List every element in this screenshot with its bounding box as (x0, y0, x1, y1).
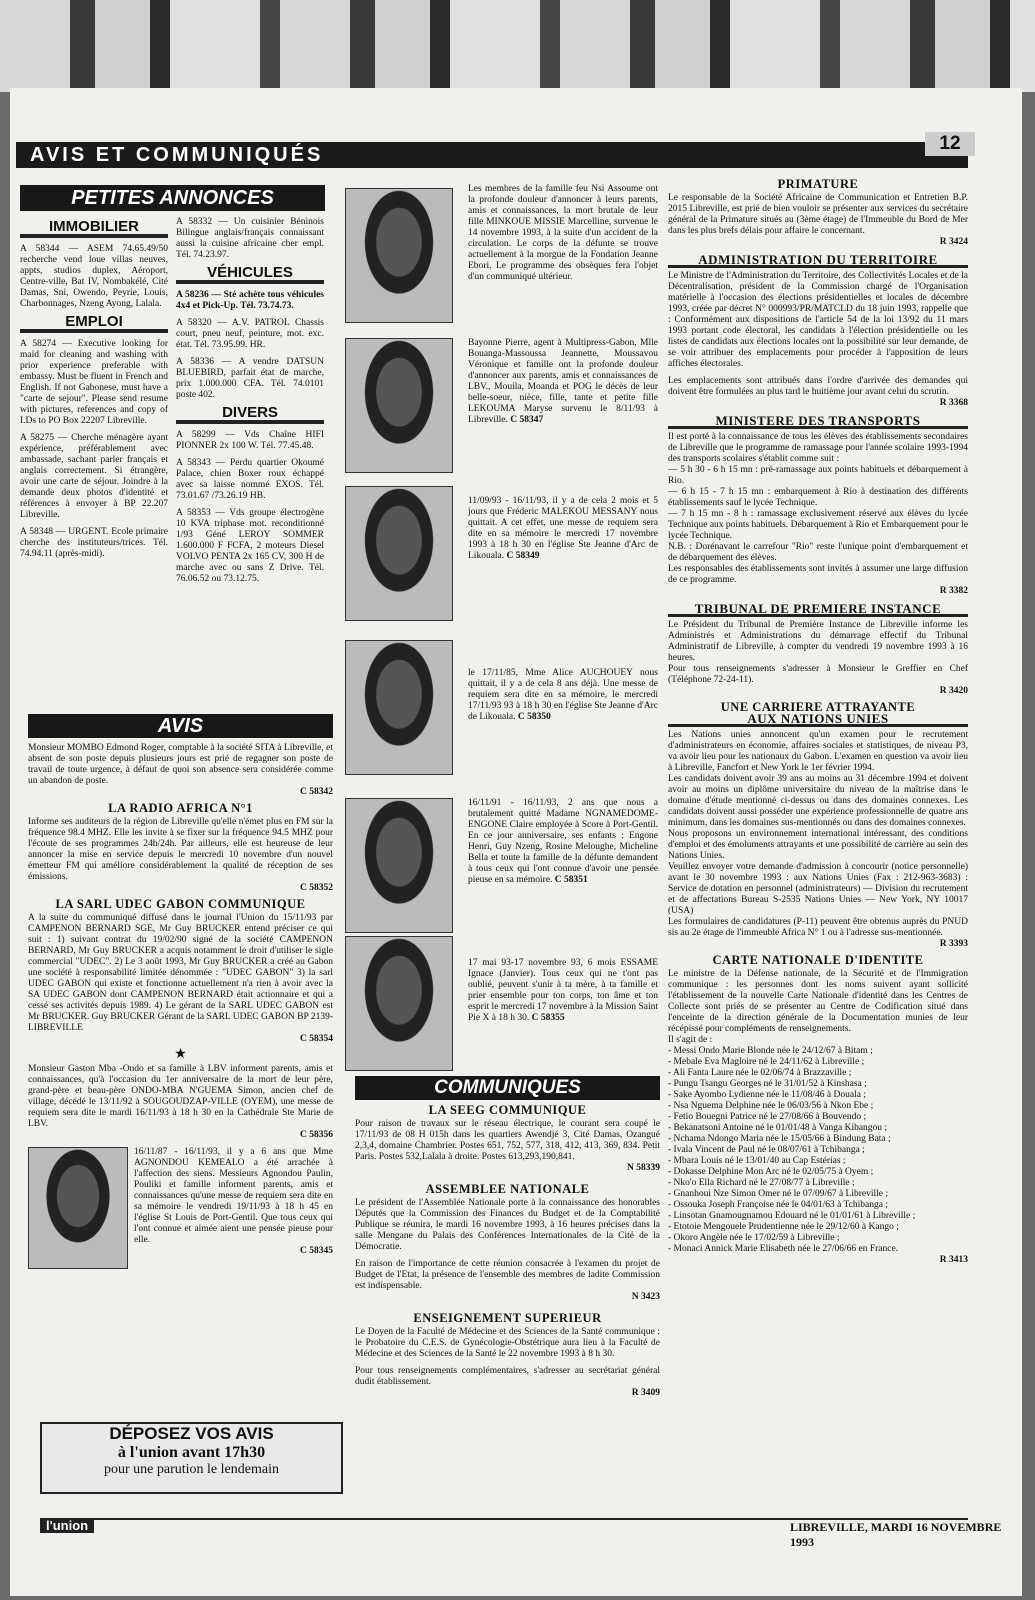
radio-title: LA RADIO AFRICA N°1 (108, 801, 253, 815)
assemblee-title: ASSEMBLEE NATIONALE (425, 1182, 590, 1196)
ad-item: A 58348 — URGENT. Ecole primaire cherche des instituteurs/trices. Tél. 74.94.11 (après-midi). (20, 527, 168, 559)
obituary-text: Bayonne Pierre, agent à Multipress-Gabon, Mlle Bouanga-Massoussa Jeannette, Moussavou Véronique et famille ont la profonde douleur d'annoncer aux parents, amis et connaissances de LBV., Mouila, Moanda et POG le décès de leur belle-soeur, nièce, fille, tante et petite fille LEKOUMA Maryse survenu le 8/11/93 à Libreville. (468, 338, 658, 425)
page-number: 12 (925, 132, 975, 156)
pa-col-a (20, 217, 168, 591)
obituary (468, 496, 658, 562)
ref-code: C 58347 (510, 415, 544, 425)
name-list-item: - Gnanhoui Nze Simon Omer né le 07/09/67 à Libreville ; (668, 1189, 889, 1199)
name-list-item: - Bekanatsoni Antoine né le 01/01/48 à Vanga Kibangou ; (668, 1123, 888, 1133)
nations-unies-text: Les Nations unies annoncent qu'un examen pour le recrutement d'administrateurs en économie, affaires sociales et statistiques, de niveau P3, va avoir lieu pour les nationaux du Gabon. L'examen en question va avoir lieu à Libreville, Fancfort et New York le 1er février 1994. (668, 730, 968, 773)
section-header: AVIS ET COMMUNIQUÉS (16, 142, 968, 168)
pa-col-b (176, 217, 324, 591)
ref-code: C 58355 (531, 1013, 565, 1023)
obituary (468, 668, 658, 723)
immobilier-heading: IMMOBILIER (20, 221, 168, 238)
enseignement-title: ENSEIGNEMENT SUPERIEUR (413, 1311, 602, 1325)
transports-text: N.B. : Dorénavant le carrefour "Rio" reste l'unique point d'embarquement et de débarquement des élèves. (668, 542, 968, 563)
enseignement-text: Pour tous renseignements complémentaires, s'adresser au secrétariat général dudit établissement. (355, 1366, 660, 1387)
obituary (468, 958, 658, 1024)
transports-text: — 6 h 15 - 7 h 15 mn : embarquement à Rio à destination des différents établissements sauf le lycée Technique. (668, 487, 968, 508)
sarl-text: A la suite du communiqué diffusé dans le journal l'Union du 15/11/93 par CAMPENON BERNARD SGE, Mr Guy BRUCKER entend préciser ce qui suit : 1) suivant contrat du 19/02/90 signé de la société CAMPENON BERNARD, Mr Guy BRUCKER a acquis notamment le droit d'utiliser le sigle commercial "UDEC". 2) Le 3 août 1993, Mr Guy BRUCKER a créé au Gabon une société à responsabilité limitée dénommée : "UDEC GABON" 3) la sarl UDEC GABON qui existe et fonctionne actuellement n'a rien à avoir avec la SA UDEC GABON dont CAMPENON BERNARD était actionnaire et qui a cessé ses activités depuis 1989. 4) Le gérant de la SARL UDEC GABON est Mr BRUCKER. Guy BRUCKER Gérant de la SARL UDEC GABON BP 2139- LIBREVILLE (28, 913, 333, 1033)
obituary-text: 11/09/93 - 16/11/93, il y a de cela 2 mois et 5 jours que Fréderic MALEKOU MESSANY nous quittait. A cet effet, une messe de requiem sera dite en sa mémoire le mercredi 17 novembre 1993 à 18 h 30 en l'église Ste Jeanne d'Arc de Likouala. (468, 496, 658, 561)
nations-unies-subtitle: AUX NATIONS UNIES (668, 713, 968, 727)
name-list-item: - Etotoie Mengouele Prudentienne née le 29/12/60 à Kango ; (668, 1222, 899, 1232)
cni-text: Il s'agit de : (668, 1035, 713, 1045)
right-column (668, 174, 968, 1266)
ref-code: R 3413 (939, 1255, 968, 1265)
avis-title: AVIS (28, 714, 333, 738)
assemblee-text: En raison de l'importance de cette réunion consacrée à l'examen du projet de Budget de l'Etat, la présence de l'ensemble des membres de ladite Commission est indispensable. (355, 1259, 660, 1291)
obituary (468, 798, 658, 886)
name-list-item: - Nsa Nguema Delphine née le 06/03/56 à Nkon Ebe ; (668, 1101, 874, 1111)
avis-text: Monsieur MOMBO Edmond Roger, comptable à la société SITA à Libreville, et absent de son poste depuis plusieurs jours est prié de regagner son poste de travail de toute urgence, à défaut de quoi son absence sera considérée comme un abandon de poste. (28, 743, 333, 786)
obituary-text: 16/11/91 - 16/11/93, 2 ans que nous a brutalement quitté Madame NGNAMEDOME-ENGONE Claire employée à Score à Port-Gentil. En ce jour anniversaire, ses enfants : Engone Henri, Guy Nzeng, Rosine Meloughe, Micheline Bella et toute la famille de la défunte demandent à tous ceux qui l'ont connue d'avoir une pensée pieuse en sa mémoire. (468, 798, 658, 885)
transports-text: — 5 h 30 - 6 h 15 mn : pré-ramassage aux points habituels et débarquement à Rio. (668, 465, 968, 486)
ref-code: C 58350 (517, 712, 551, 722)
divers-heading: DIVERS (176, 407, 324, 424)
name-list-item: - Mebale Eva Magloire né le 24/11/62 à Libreville ; (668, 1057, 865, 1067)
name-list-item: - Ivala Vincent de Paul né le 08/07/61 à Tchibanga ; (668, 1145, 865, 1155)
name-list-item: - Nko'o Ella Richard né le 27/08/77 à Libreville ; (668, 1178, 855, 1188)
ref-code: C 58352 (300, 883, 333, 893)
assemblee-text: Le président de l'Assemblée Nationale porte à la connaissance des honorables Députés que la Commission des Finances du Budget et de la Comptabilité Publique se réunira, le mardi 16 novembre 1993, à 16 heures précises dans la salle Mengane du Palais des Conférences Internationales de la Cité de la Démocratie. (355, 1198, 660, 1252)
ad-item: A 58299 — Vds Chaîne HIFI PIONNER 2x 100 W. Tél. 77.45.48. (176, 430, 324, 451)
name-list-item: - Monaci Annick Marie Elisabeth née le 27/06/66 en France. (668, 1244, 899, 1254)
seeg-text: Pour raison de travaux sur le réseau électrique, le courant sera coupé le 17/11/93 de 08 H 015h dans les quartiers Awendjé 3, Cité Damas, Ozangué 2,3,4, domaine Chambrier. Postes 651, 752, 577, 318, 412, 413, 369, 834. Petit Paris. Postes 532,Lalala à droite. Postes 613,293,190,841. (355, 1119, 660, 1162)
deposez-title: DÉPOSEZ VOS AVIS (109, 1424, 274, 1443)
petites-annonces-title: PETITES ANNONCES (20, 185, 325, 211)
cni-title: CARTE NATIONALE D'IDENTITE (712, 953, 924, 967)
deposez-line3: pour une parution le lendemain (104, 1462, 279, 1477)
tribunal-text: Pour tous renseignements s'adresser à Monsieur le Greffier en Chef (Téléphone 72-24-11). (668, 664, 968, 685)
obituary-text: 17 mai 93-17 novembre 93, 6 mois ESSAME Ignace (Janvier). Tous ceux qui ne t'ont pas oublié, peuvent s'unir à ta mère, à ta famille et prier ensemble pour ton corps, ton âme et ton esprit le mercredi 17 novembre à la Mission Saint Pie X à 18 h 30. (468, 958, 658, 1023)
ref-code: C 58345 (300, 1246, 333, 1256)
ad-item: A 58332 — Un cuisinier Béninois Bilingue anglais/français connaissant aussi la cuisine africaine cher empl. Tél. 74.23.97. (176, 217, 324, 260)
ref-code: C 58349 (506, 551, 540, 561)
ref-code: R 3420 (939, 686, 968, 696)
radio-text: Informe ses auditeurs de la région de Libreville qu'elle n'émet plus en FM sur la fréquence 98.4 MHZ. Elle les invite à se fixer sur la fréquence 94.5 MHZ pour l'écoute de ses programmes 24h/24h. Par ailleurs, elle est heureuse de leur annoncer la mise en service depuis le mercredi 10 novembre d'un nouvel émetteur FM qui améliore considérablement la qualité de réception de ses émissions. (28, 817, 333, 882)
enseignement-text: Le Doyen de la Faculté de Médecine et des Sciences de la Santé communique : le Probatoire du C.E.S. de Gynécologie-Obstétrique aura lieu à la Faculté de Médecine et des Sciences de la Santé le 22 novembre 1993 à 8 h 30. (355, 1327, 660, 1359)
ad-item: A 58353 — Vds groupe électrogène 10 KVA triphase mot. reconditionné 1/93 Géné LEROY SOMMER 1.600.000 F FCFA, 2 moteurs Diesel VOLVO PENTA 2x 165 CV, 300 H de marche avec ou sans Z Drive. Tél. 76.06.52 ou 73.12.75. (176, 508, 324, 584)
ref-code: R 3368 (939, 398, 968, 408)
ad-item: A 58336 — A vendre DATSUN BLUEBIRD, parfait état de marche, prix 1.000.000 CFA. Tél. 74.0101 poste 402. (176, 357, 324, 400)
name-list-item: - Nchama Ndongo Maria née le 15/05/66 à Bindung Bata ; (668, 1134, 891, 1144)
ref-code: C 58356 (300, 1130, 333, 1140)
ad-item: A 58343 — Perdu quartier Okoumé Palace, chien Boxer roux échappé avec sa laisse nommé EXOS. Tél. 73.01.67 /73.26.19 HB. (176, 458, 324, 501)
tribunal-text: Le Président du Tribunal de Première Instance de Libreville informe les Administrés et Administrations du démarrage effectif du Tribunal Administratif de Libreville, à compter du vendredi 19 novembre 1993 à 16 heures. (668, 620, 968, 663)
name-list-item: - Dokasse Delphine Mon Arc né le 02/05/75 à Oyem ; (668, 1167, 874, 1177)
obituary (468, 338, 658, 426)
transports-text: Les responsables des établissements sont invités à assumer une large diffusion de ce programme. (668, 564, 968, 585)
obituary: Les membres de la famille feu Nsi Assoume ont la profonde douleur d'annoncer à leurs parents, amis et connaissances, la mort brutale de leur fille MINKOUE MISSIE Marcelline, survenue le 14 novembre 1993, à la suite d'un accident de la circulation. Le corps de la défunte se trouve actuellement à la morgue de la Fondation Jeanne Ebori. Le programme des obsèques fera l'objet d'un communiqué ultérieur. (468, 184, 658, 282)
portrait-photo (345, 936, 453, 1071)
star-divider: ★ (174, 1047, 187, 1062)
gaston-text: Monsieur Gaston Mba -Ondo et sa famille à LBV informent parents, amis et connaissances, qu'à l'occasion du 1er anniversaire de la mort de leur père, grand-père et beau-père ONDO-MBA N'GUEMA Simon, ancien chef de village, décédé le 13/11/92 à SOUGOUDZAP-VILLE (OYEM), une messe de requiem sera dite le mardi 16/11/93 à 18 h 30 en la Cathédrale Ste Marie de LBV. (28, 1064, 333, 1129)
ref-code: R 3424 (939, 237, 968, 247)
deposez-box (40, 1422, 343, 1494)
scan-background (0, 0, 1035, 92)
names-list (668, 1046, 968, 1255)
portrait-photo (345, 338, 453, 473)
ad-item: A 58320 — A.V. PATROL Chassis court, pneu neuf, peinture, mot. exc. état. Tél. 73.95.99. HR. (176, 318, 324, 350)
left-column (20, 185, 325, 591)
cni-text: Le ministre de la Défense nationale, de la Sécurité et de l'Immigration communique : les personnes dont les noms suivent ayant sollicité l'établissement de la nouvelle Carte Nationale d'identité dans les Centres de Collecte sont priés de se présenter au Centre de Codification situé dans l'enceinte de la direction générale de la Documentation munies de leur récépissé pour compléments de renseignements. (668, 969, 968, 1034)
footer-paper-name: l'union (40, 1518, 94, 1533)
nations-unies-text: Les candidats doivent avoir 39 ans au moins au 31 décembre 1994 et doivent avoir au moins un diplôme universitaire du niveau de la maîtrise dans le domaine d'étude mentionné ci-dessus ou dans des domaines connexes. Les candidats doivent aussi posséder une expérience professionnelle de quatre ans minimum, dans les domaines sus-mentionnés ou dans des domaines connexes. (668, 774, 968, 828)
name-list-item: - Fetio Bouegni Patrice né le 27/08/66 à Bouvendo ; (668, 1112, 867, 1122)
ad-item: A 58344 — ASEM 74.65.49/50 recherche vend loue villas neuves, appts, studios duplex, Aéroport, Centre-ville, Bat IV, Nombakélé, Cité Damas, Sni, Owendo, Peyrie, Louis, Charbonnages, Nzeng Ayong, Lalala. (20, 244, 168, 309)
newspaper-page (10, 88, 1022, 1596)
name-list-item: - Pungu Tsangu Georges né le 31/01/52 à Kinshasa ; (668, 1079, 867, 1089)
name-list-item: - Linsotan Gnamougnamou Edouard né le 01/01/61 à Libreville ; (668, 1211, 916, 1221)
emploi-heading: EMPLOI (20, 316, 168, 333)
seeg-title: LA SEEG COMMUNIQUE (428, 1103, 587, 1117)
nations-unies-text: Les formulaires de candidatures (P-11) peuvent être obtenus auprès du PNUD sis au 2e étage de l'immeuble Africa N° 1 ou à l'adresse sus-mentionnée. (668, 917, 968, 938)
ref-code: C 58354 (300, 1034, 333, 1044)
avis-column (28, 714, 333, 1269)
ref-code: C 58351 (554, 875, 588, 885)
primature-text: Le responsable de la Société Africaine de Communication et Entretien B.P. 2015 Libreville, est prié de bien vouloir se présenter aux services du secrétaire général de la Primature situés au (3ème étage) de l'Immeuble du Bord de Mer dans les plus brefs délais pour affaire le concernant. (668, 193, 968, 236)
administration-text: Le Ministre de l'Administration du Territoire, des Collectivités Locales et de la Décentralisation, président de la Commission chargé de l'Organisation matérielle à l'occasion des élections présidentielles et locales de décembre 1993, créée par décret N° 000993/PR/MATCLD du 18 juin 1993, rappelle que : Conformément aux dispositions de l'article 54 de la loi 13/92 du 11 mars 1993 portant code électoral, les candidats à l'élection présidentielle ou les listes de candidats aux élections locales ont la possibilité sur leur demande, de se voir attribuer des emplacements pour procéder à l'apposition de leurs affiches électorales. (668, 271, 968, 369)
name-list-item: - Mbara Louis né le 13/01/40 au Cap Estérias ; (668, 1156, 846, 1166)
ref-code: N 58339 (627, 1163, 660, 1173)
transports-text: Il est porté à la connaissance de tous les élèves des établissements secondaires de Libreville que le programme de ramassage pour l'année scolaire 1993-1994 des transports scolaires s'établit comme suit : (668, 432, 968, 464)
communiques-column (355, 1076, 660, 1399)
tribunal-title: TRIBUNAL DE PREMIERE INSTANCE (668, 603, 968, 617)
portrait-photo (345, 486, 453, 621)
administration-text: Les emplacements sont attribués dans l'ordre d'arrivée des demandes qui doivent être formulées au plus tard le huitième jour avant celui du scrutin. (668, 376, 968, 397)
transports-text: — 7 h 15 mn - 8 h : ramassage exclusivement réservé aux élèves du lycée Technique aux points habituels. Débarquement à Rio et Embarquement pour le lycée Technique. (668, 509, 968, 541)
name-list-item: - Okoro Angèle née le 17/02/59 à Libreville ; (668, 1233, 840, 1243)
footer-date: LIBREVILLE, MARDI 16 NOVEMBRE 1993 (790, 1520, 1002, 1549)
ad-item: A 58275 — Cherche ménagère ayant expérience, préférablement avec ambassade, sachant parler français et anglais correctement. Si étrangère, avoir une carte de séjour. Joindre à la demande deux photos d'identité et références à envoyer à BP 22.207 Libreville. (20, 433, 168, 520)
ref-code: R 3393 (939, 939, 968, 949)
nations-unies-text: Nous proposons un environnement international intéressant, des conditions d'emploi et des émoluments attrayants et une possibilité de carrière au sein des Nations Unies. (668, 829, 968, 861)
transports-title: MINISTERE DES TRANSPORTS (668, 415, 968, 429)
communiques-title: COMMUNIQUES (355, 1076, 660, 1100)
primature-title: PRIMATURE (777, 177, 859, 191)
portrait-photo (345, 640, 453, 775)
ref-code: R 3409 (631, 1388, 660, 1398)
ad-item: A 58274 — Executive looking for maid for cleaning and washing with prior experience preferable with embassy. Must be fluent in French and English. If not Gabonese, must have a "carte de sejour". Please send resume with pictures, references and copy of I.Ds to PO Box 22207 Libreville. (20, 339, 168, 426)
name-list-item: - Ali Fanta Laure née le 02/06/74 à Brazzaville ; (668, 1068, 852, 1078)
sarl-title: LA SARL UDEC GABON COMMUNIQUE (55, 897, 306, 911)
obituary-text: le 17/11/85, Mme Alice AUCHOUEY nous quittait, il y a de cela 8 ans déjà. Une messe de requiem sera dite en sa mémoire, le mercredi 17/11/93 93 à 18 h 30 en l'église Ste Jeanne d'Arc de Likouala. (468, 668, 658, 722)
ref-code: N 3423 (631, 1292, 660, 1302)
deposez-line2: à l'union avant 17h30 (117, 1444, 266, 1461)
ref-code: C 58342 (300, 787, 333, 797)
administration-title: ADMINISTRATION DU TERRITOIRE (668, 254, 968, 268)
ref-code: R 3382 (939, 586, 968, 596)
agnondou-text: 16/11/87 - 16/11/93, il y a 6 ans que Mme AGNONDOU KEMEALO a été arrachée à l'affection des siens. Messieurs Agnondou Paulin, Pouliki et famille informent parents, amis et connaissances qu'une messe de requiem sera dite en sa mémoire le vendredi 19/11/93 à 18 h 45 en l'église St Louis de Port-Gentil. Que tous ceux qui l'ont connue et aimée aient une pensée pieuse pour elle. (134, 1147, 333, 1245)
ad-item: A 58236 — Sté achète tous véhicules 4x4 et Pick-Up. Tél. 73.74.73. (176, 290, 324, 311)
nations-unies-title: UNE CARRIERE ATTRAYANTE (720, 700, 916, 714)
name-list-item: - Ossouka Joseph Françoise née le 04/01/63 à Tchibanga ; (668, 1200, 888, 1210)
portrait-photo (345, 188, 453, 323)
name-list-item: - Sake Ayombo Lydienne née le 11/08/46 à Douala ; (668, 1090, 866, 1100)
name-list-item: - Messi Ondo Marie Blonde née le 24/12/67 à Bitam ; (668, 1046, 873, 1056)
portrait-photo (345, 798, 453, 933)
vehicules-heading: VÉHICULES (176, 267, 324, 284)
portrait-photo (28, 1147, 128, 1269)
nations-unies-text: Veuillez envoyer votre demande d'admission à concourir (notice personnelle) avant le 30 novembre 1993 : aux Nations Unies (Fax : 212-963-3683) : Service de dotation en personnel (administrateurs) — Division du recrutement et de affectations Bureau S-2535 Nations Unies — New York, NY 10017 (USA) (668, 862, 968, 916)
